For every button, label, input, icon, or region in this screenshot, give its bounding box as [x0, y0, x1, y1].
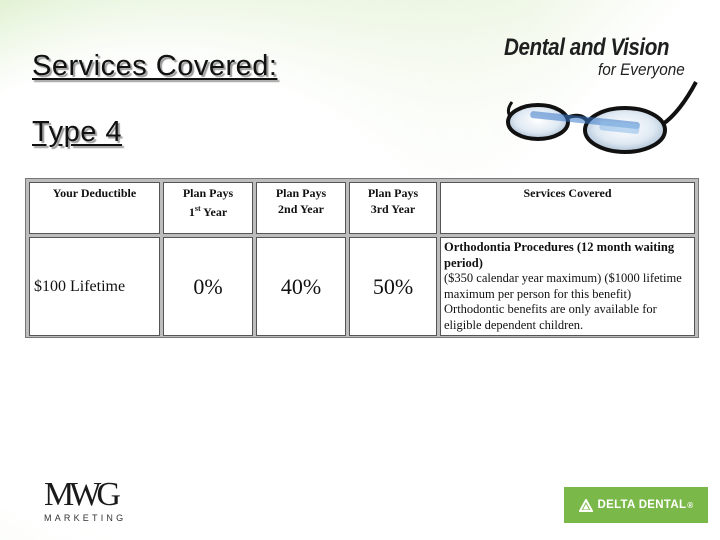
mwg-logo-text: MWG: [44, 476, 116, 513]
slide-subtitle: Type 4: [32, 116, 123, 148]
cell-year-2: 40%: [256, 237, 346, 336]
header-year-2: [256, 182, 346, 234]
header-year-3: [349, 182, 437, 234]
header-year-1-word: Year: [203, 205, 228, 219]
delta-dental-text: DELTA DENTAL: [597, 499, 687, 511]
header-year-1: [163, 182, 253, 234]
services-heading: Orthodontia Procedures (12 month waiting period): [444, 240, 675, 270]
dental-vision-logo: [500, 30, 705, 140]
mwg-marketing-logo: [44, 476, 127, 523]
header-year-1-line1: Plan Pays: [182, 186, 234, 200]
header-year-2-line1: Plan Pays: [275, 186, 327, 200]
slide-title: Services Covered:: [32, 50, 278, 82]
header-year-3-line2: 3rd Year: [370, 202, 416, 216]
logo-line-1: Dental and Vision: [504, 34, 670, 61]
table-row: [29, 237, 695, 336]
cell-year-3: 50%: [349, 237, 437, 336]
cell-deductible: $100 Lifetime: [29, 237, 160, 336]
delta-dental-mark: ®: [687, 500, 694, 510]
header-deductible: Your Deductible: [29, 182, 160, 234]
table-header-row: [29, 182, 695, 234]
delta-dental-logo: [564, 487, 708, 523]
header-year-3-line1: Plan Pays: [367, 186, 419, 200]
services-table: [25, 178, 699, 338]
cell-services: [440, 237, 695, 336]
eyeglasses-toothbrush-icon: [500, 52, 700, 162]
header-services: Services Covered: [440, 182, 695, 234]
delta-triangle-icon: [579, 499, 593, 512]
header-year-1-num: 1: [188, 205, 195, 219]
logo-line-2: for Everyone: [598, 60, 685, 79]
cell-year-1: 0%: [163, 237, 253, 336]
header-year-2-line2: 2nd Year: [278, 202, 324, 216]
mwg-logo-subtext: MARKETING: [44, 513, 127, 523]
header-year-1-sup: st: [194, 204, 201, 213]
services-details: ($350 calendar year maximum) ($1000 lifetime maximum per person for this benefit) Orthodontic benefits are only available for eligible dependent children.: [444, 271, 682, 332]
